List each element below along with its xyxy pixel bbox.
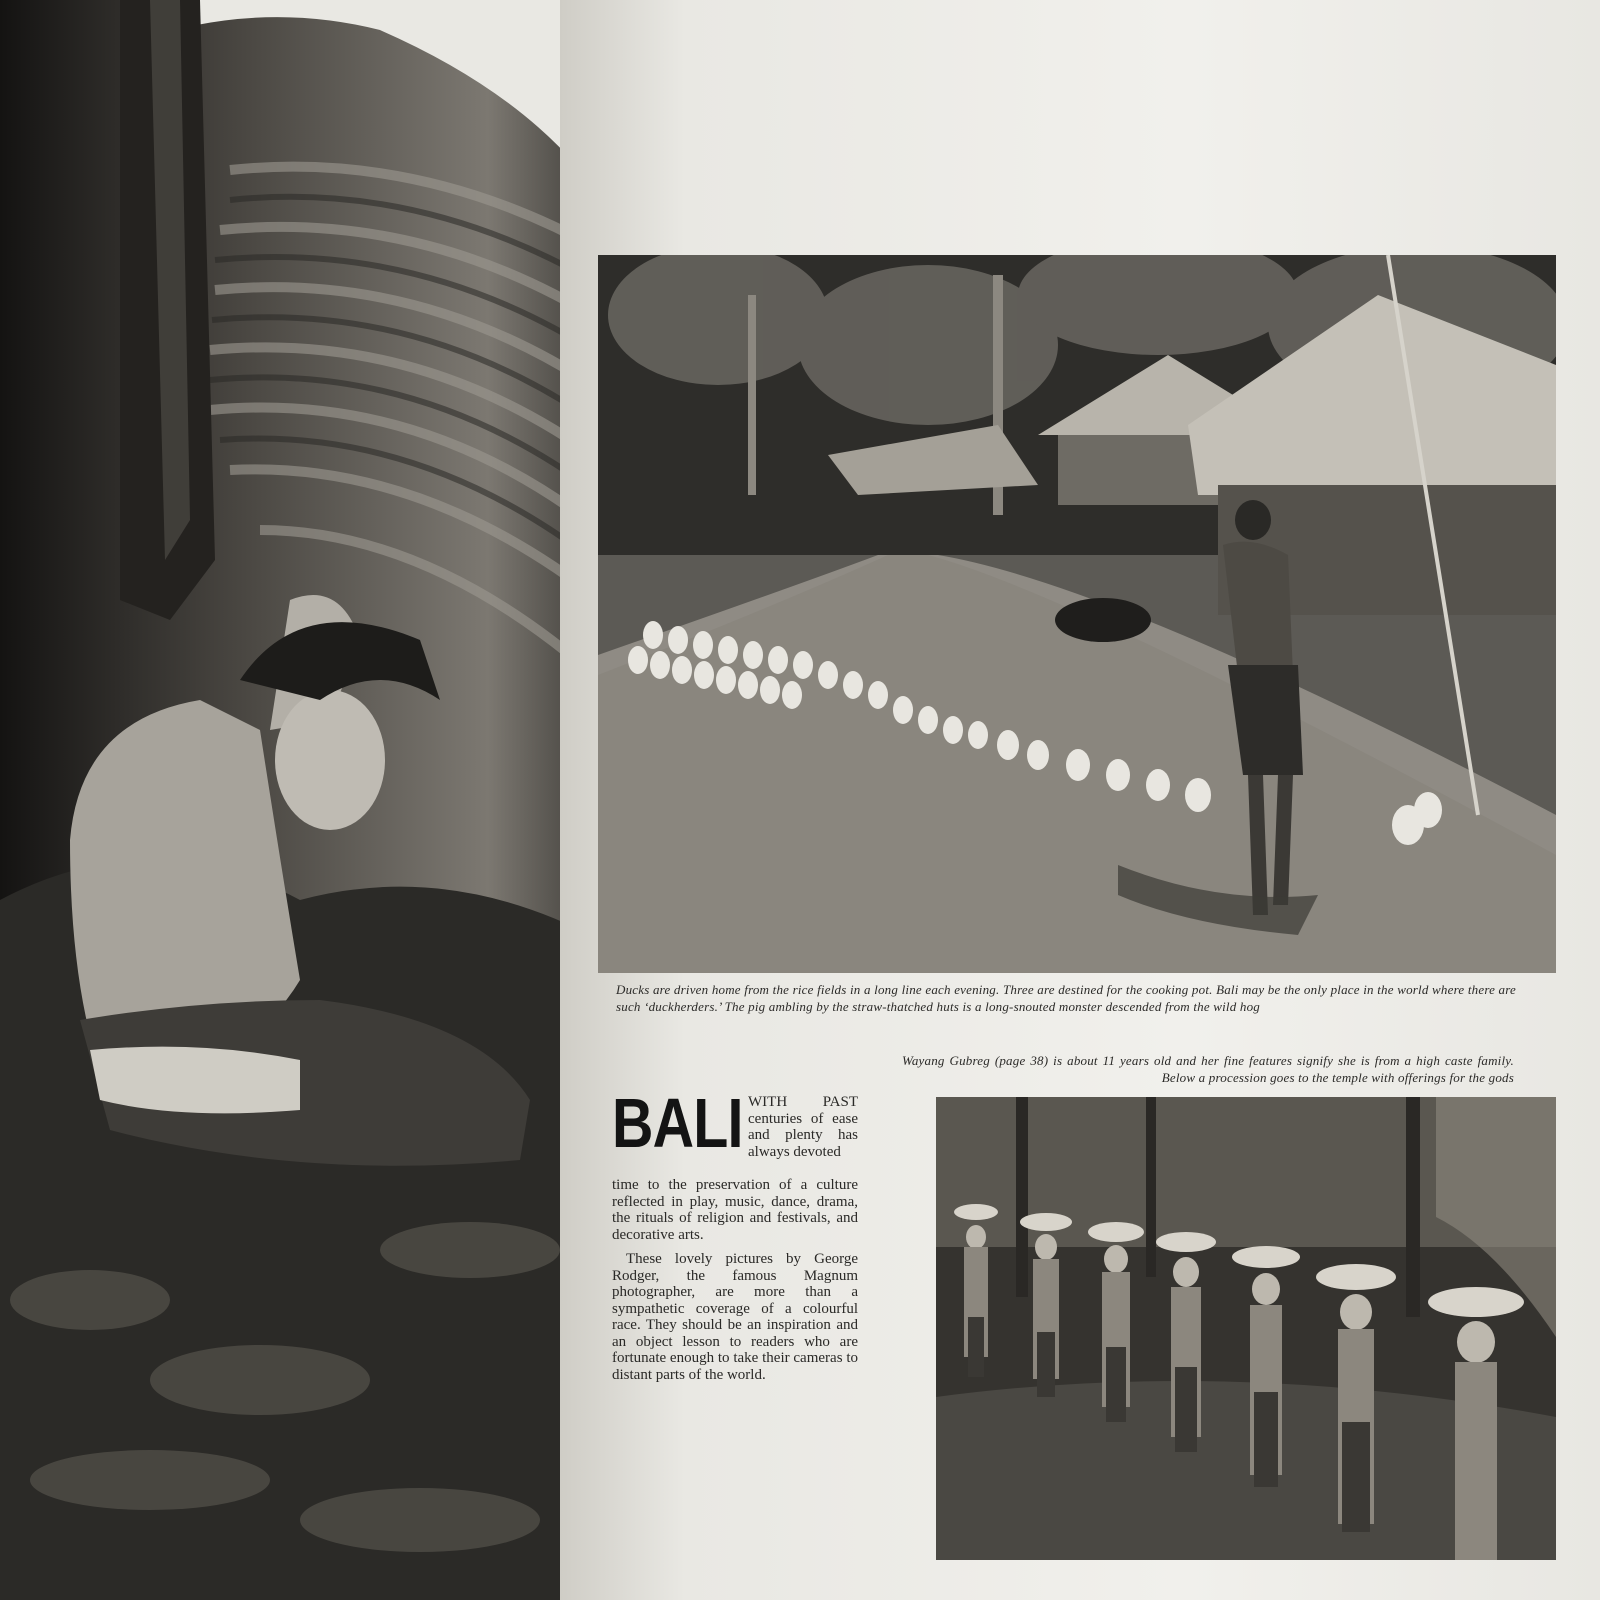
wayang-photo-caption: Wayang Gubreg (page 38) is about 11 years old and her fine features signify she is from a high caste family. Below a procession goes to the temple with offerings for the gods [902, 1053, 1514, 1085]
temple-procession-photo [936, 1097, 1556, 1560]
article-heading: BALI [612, 1084, 743, 1162]
article-intro-continued: time to the preservation of a culture reflected in play, music, dance, drama, the rituals of religion and festivals, and decorative arts. [612, 1177, 858, 1243]
terrace-girl-photo [0, 0, 610, 1600]
article-intro-lead: WITH PAST centuries of ease and plenty has always devoted [748, 1094, 858, 1160]
duck-photo-caption: Ducks are driven home from the rice fields in a long line each evening. Three are destined for the cooking pot. Bali may be the only place in the world where there are such ‘duckherders.’ The pig ambling by the straw-thatched huts is a long-snouted monster descended from the wild hog [616, 982, 1516, 1014]
duck-herding-photo [598, 255, 1556, 973]
article-paragraph-2: These lovely pictures by George Rodger, the famous Magnum photographer, are more than a sympathetic coverage of a colourful race. They should be an inspiration and an object lesson to readers who are fortunate enough to take their cameras to distant parts of the world. [612, 1251, 858, 1383]
